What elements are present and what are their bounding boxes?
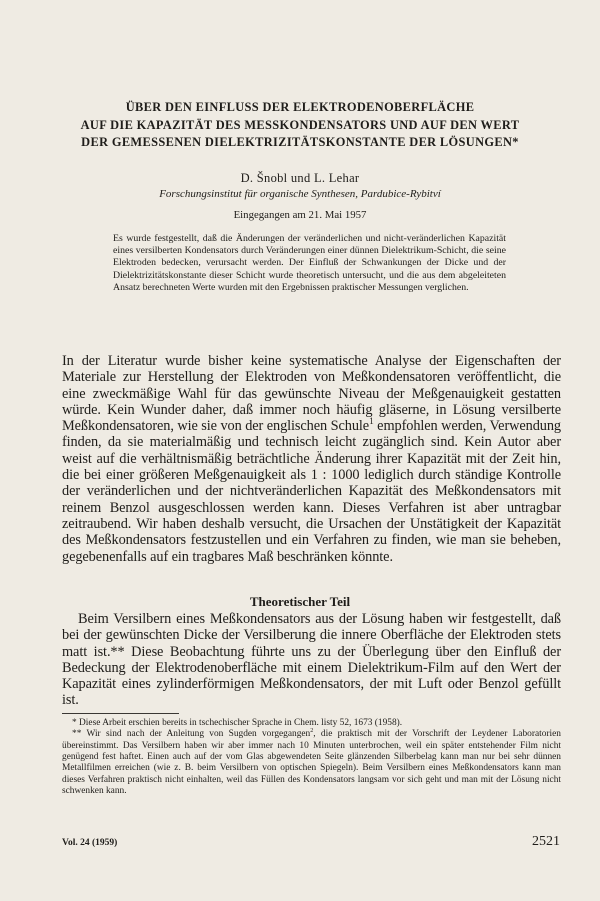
abstract-text: Es wurde festgestellt, daß die Änderungen der veränderlichen und nicht-veränderlichen Kapazität eines versilberten Kondensators durch Veränderungen einer dünnen Dielektrikum-Schicht, die seine Elektroden bedecken, verursacht werden. Der Einfluß der Schwankungen der Dicke und der Dielektrizitätskonstante dieser Schicht wurde theoretisch untersucht, und die aus dem abgeleiteten Ansatz berechneten Werte wurden mit den Ergebnissen praktischer Messungen verglichen.	[113, 233, 506, 293]
intro-text-a: In der Literatur wurde bisher keine systematische Analyse der Eigenschaften der Materiale zur Herstellung der Elektroden von Meßkondensatoren veröffentlicht, die eine zweckmäßige Wahl für das gewünschte Niveau der Meßgenauigkeit gestatten würde. Kein Wunder daher, daß immer noch häufig gläserne, in Lösung versilberte Meßkondensatoren, wie sie von der englischen Schule	[62, 353, 561, 435]
introduction	[62, 353, 561, 565]
received-date: Eingegangen am 21. Mai 1957	[233, 209, 367, 221]
abstract	[113, 233, 506, 294]
title-line: DER GEMESSENEN DIELEKTRIZITÄTSKONSTANTE DER LÖSUNGEN*	[81, 135, 519, 149]
paper-title	[40, 99, 560, 152]
theory-section	[62, 611, 561, 709]
theory-paragraph: Beim Versilbern eines Meßkondensators aus der Lösung haben wir festgestellt, daß bei der gewünschten Dicke der Versilberung die innere Oberfläche der Elektroden stets matt ist.** Diese Beobachtung führte uns zu der Überlegung über den Einfluß der Bedeckung der Elektrodenoberfläche mit einem Dielektrikum-Film auf den Wert der Kapazität eines zylinderförmigen Meßkondensators, der mit Luft oder Benzol gefüllt ist.	[62, 611, 561, 709]
intro-text-b: empfohlen werden, Verwendung finden, da sie materialmäßig und technisch leicht zugänglich sind. Kein Autor aber weist auf die verhältnismäßig beträchtliche Änderung ihrer Kapazität mit der Zeit hin, die bei einer größeren Meßgenauigkeit als 1 : 1000 lediglich durch ständige Kontrolle der veränderlichen und der nichtveränderlichen Kapazität des Meßkondensators mit reinem Benzol ausgeschlossen werden kann. Dieses Verfahren ist aber untragbar zeitraubend. Wir haben deshalb versucht, die Ursachen der Unstätigkeit der Kapazität des Meßkondensators festzustellen und ein Verfahren zu finden, wie man sie beheben, gegebenenfalls auf ein tragbares Maß beschränken könnte.	[62, 418, 562, 565]
footnote-ref: 2	[310, 728, 314, 735]
footnotes	[62, 718, 561, 797]
section-heading: Theoretischer Teil	[249, 594, 351, 609]
journal-volume: Vol. 24 (1959)	[62, 838, 118, 848]
introduction-paragraph	[62, 353, 561, 565]
footnote-divider	[62, 713, 179, 714]
footnote	[62, 729, 561, 797]
authors: D. Šnobl und L. Lehar	[240, 171, 360, 185]
affiliation: Forschungsinstitut für organische Synthesen, Pardubice-Rybitví	[159, 188, 441, 200]
footnote: * Diese Arbeit erschien bereits in tschechischer Sprache in Chem. listy 52, 1673 (1958).	[72, 718, 403, 728]
footnote-ref: 1	[369, 417, 374, 428]
footnote-text-b: , die praktisch mit der Vorschrift der Leydener Laboratorien übereinstimmt. Das Versilbern haben wir aber immer nach 10 Minuten unterbrochen, weil ein später entstehender Film nicht genügend fest haftet. Einen auch auf der vom Glas abgewendeten Seite glänzenden Silberbelag kann man nur bei sehr dünnen Metallfilmen erreichen (wie z. B. beim Versilbern von optischen Spiegeln). Beim Versilbern eines Meßkondensators kann man dieses Verfahren praktisch nicht einhalten, weil das Füllen des Kondensators langsam vor sich geht und man mit der Lösung nicht schwenken kann.	[62, 729, 561, 797]
page-number: 2521	[532, 834, 560, 849]
title-line: AUF DIE KAPAZITÄT DES MESSKONDENSATORS UND AUF DEN WERT	[80, 117, 520, 132]
title-line: ÜBER DEN EINFLUSS DER ELEKTRODENOBERFLÄCHE	[125, 100, 475, 114]
footnote-text-a: ** Wir sind nach der Anleitung von Sugden vorgegangen	[72, 729, 311, 740]
